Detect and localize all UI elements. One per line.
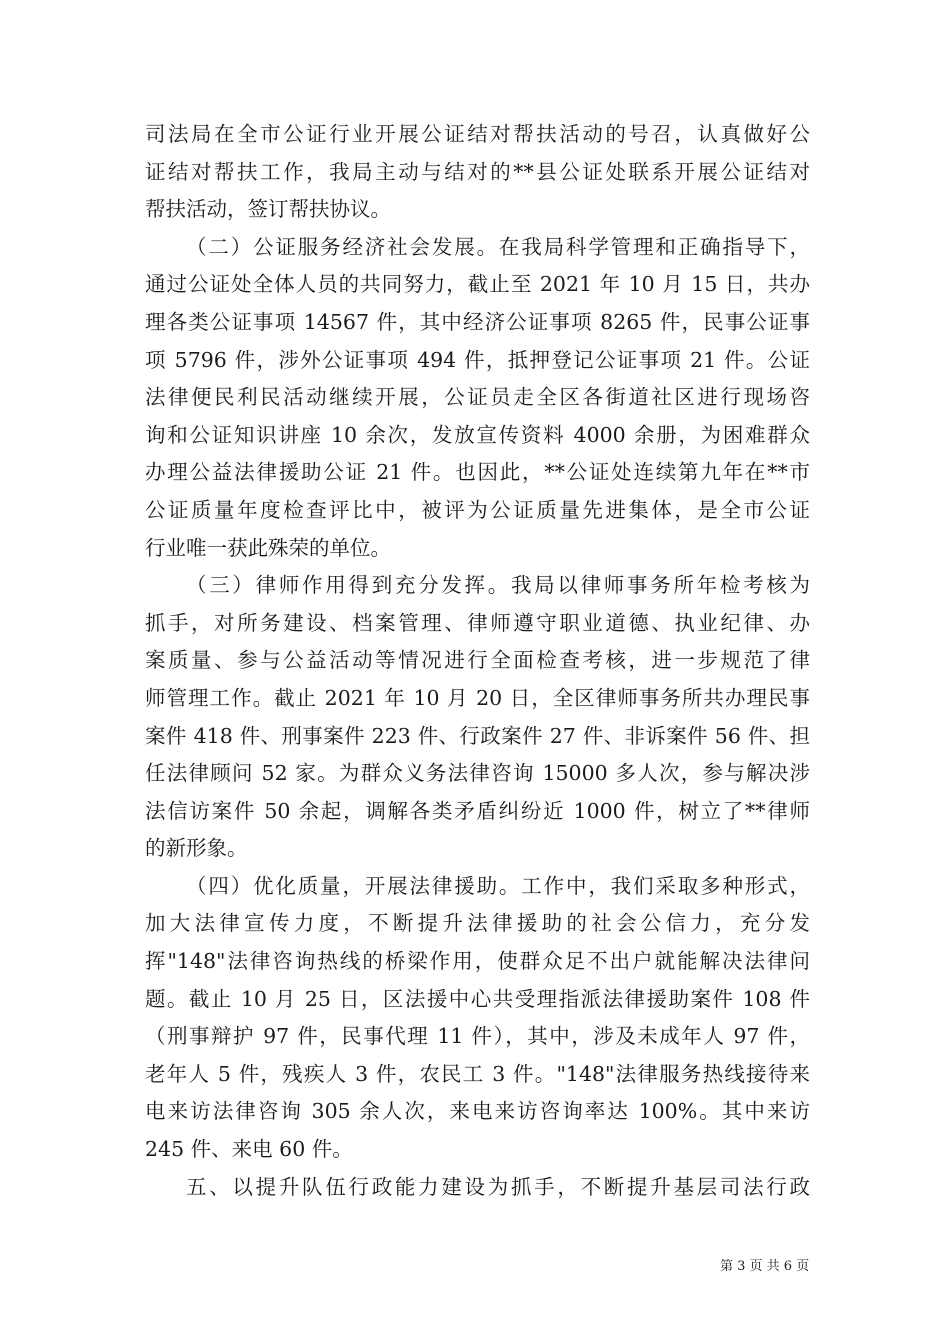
text-line: 证结对帮扶工作，我局主动与结对的**县公证处联系开展公证结对 [145, 159, 810, 184]
text-line: 案件 418 件、刑事案件 223 件、行政案件 27 件、非诉案件 56 件、担 [145, 723, 810, 748]
paragraph-heading-line: （四）优化质量，开展法律援助。工作中，我们采取多种形式， [186, 873, 810, 898]
text-line: （刑事辩护 97 件，民事代理 11 件），其中，涉及未成年人 97 件， [145, 1024, 810, 1049]
text-line: 抓手，对所务建设、档案管理、律师遵守职业道德、执业纪律、办 [145, 610, 810, 635]
text-line: 项 5796 件，涉外公证事项 494 件，抵押登记公证事项 21 件。公证 [145, 347, 810, 372]
paragraph-heading-line: （二）公证服务经济社会发展。在我局科学管理和正确指导下， [186, 234, 810, 259]
text-line: 电来访法律咨询 305 余人次，来电来访咨询率达 100%。其中来访 [145, 1099, 810, 1124]
text-line: 案质量、参与公益活动等情况进行全面检查考核，进一步规范了律 [145, 648, 810, 673]
text-line: 题。截止 10 月 25 日，区法援中心共受理指派法律援助案件 108 件 [145, 986, 810, 1011]
text-line: 任法律顾问 52 家。为群众义务法律咨询 15000 多人次，参与解决涉 [145, 761, 810, 786]
text-line: 法信访案件 50 余起，调解各类矛盾纠纷近 1000 件，树立了**律师 [145, 798, 810, 823]
text-line: 245 件、来电 60 件。 [145, 1137, 353, 1162]
text-line: 询和公证知识讲座 10 余次，发放宣传资料 4000 余册，为困难群众 [145, 422, 810, 447]
text-line: 办理公益法律援助公证 21 件。也因此，**公证处连续第九年在**市 [145, 460, 810, 485]
section-heading-line: 五、以提升队伍行政能力建设为抓手，不断提升基层司法行政 [186, 1174, 810, 1199]
text-line: 法律便民利民活动继续开展，公证员走全区各街道社区进行现场咨 [145, 385, 810, 410]
text-line: 通过公证处全体人员的共同努力，截止至 2021 年 10 月 15 日，共办 [145, 272, 810, 297]
page-number: 第 3 页 共 6 页 [720, 1259, 810, 1274]
text-line: 帮扶活动，签订帮扶协议。 [145, 197, 391, 222]
text-line: 的新形象。 [145, 836, 248, 861]
paragraph-heading-line: （三）律师作用得到充分发挥。我局以律师事务所年检考核为 [186, 573, 810, 598]
text-line: 师管理工作。截止 2021 年 10 月 20 日，全区律师事务所共办理民事 [145, 685, 810, 710]
text-line: 挥"148"法律咨询热线的桥梁作用，使群众足不出户就能解决法律问 [145, 949, 810, 974]
text-line: 理各类公证事项 14567 件，其中经济公证事项 8265 件，民事公证事 [145, 309, 810, 334]
text-line: 司法局在全市公证行业开展公证结对帮扶活动的号召，认真做好公 [145, 122, 810, 146]
text-line: 老年人 5 件，残疾人 3 件，农民工 3 件。"148"法律服务热线接待来 [145, 1061, 810, 1086]
text-line: 公证质量年度检查评比中，被评为公证质量先进集体，是全市公证 [145, 497, 810, 522]
body-text [145, 116, 810, 1206]
text-line: 行业唯一获此殊荣的单位。 [145, 535, 391, 560]
text-line: 加大法律宣传力度，不断提升法律援助的社会公信力，充分发 [145, 911, 810, 936]
